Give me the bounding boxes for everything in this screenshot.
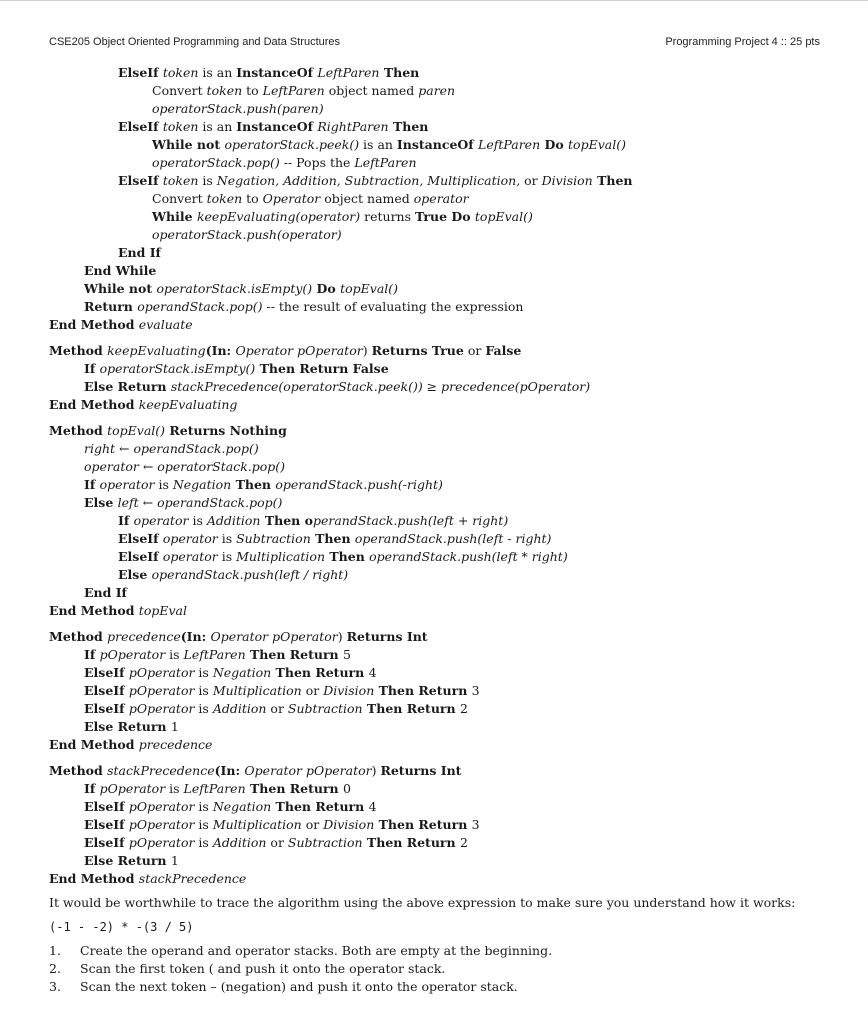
pseudocode-line <box>49 422 828 440</box>
identifier: LeftParen <box>183 781 246 796</box>
identifier: operator <box>413 191 469 206</box>
identifier: Operator pOperator <box>235 343 363 358</box>
identifier: operator <box>162 549 218 564</box>
keyword: Do <box>540 137 569 152</box>
pseudocode-line <box>49 816 828 834</box>
plain-text: 3 <box>471 817 480 832</box>
keyword: Else Return <box>84 853 171 868</box>
plain-text: 0 <box>343 781 351 796</box>
plain-text: is <box>188 513 207 528</box>
keyword: Then <box>388 119 429 134</box>
identifier: left ← operandStack.pop() <box>117 495 283 510</box>
identifier: precedence <box>138 737 213 752</box>
identifier: Multiplication <box>212 817 302 832</box>
identifier: Addition <box>212 835 267 850</box>
keyword: ElseIf <box>84 799 129 814</box>
identifier: Multiplication <box>236 549 326 564</box>
step-text: Create the operand and operator stacks. Both are empty at the beginning. <box>80 943 553 958</box>
keyword: End Method <box>49 317 139 332</box>
identifier: token <box>206 83 243 98</box>
identifier: pOperator <box>128 683 195 698</box>
plain-text: Convert <box>152 191 207 206</box>
identifier: operatorStack.isEmpty() <box>156 281 313 296</box>
identifier: Negation, Addition, Subtraction, Multiplication, <box>216 173 521 188</box>
plain-text: or <box>463 343 486 358</box>
keyword: Then Return <box>362 835 460 850</box>
example-expression: (-1 - -2) * -(3 / 5) <box>49 920 194 934</box>
keyword: ElseIf <box>84 835 129 850</box>
page-content <box>49 64 828 996</box>
plain-text: ) <box>362 343 372 358</box>
pseudocode-line <box>49 396 828 414</box>
identifier: operandStack.push(left / right) <box>151 567 349 582</box>
keyword: End If <box>118 245 161 260</box>
identifier: operator <box>99 477 155 492</box>
plain-text: object named <box>320 191 414 206</box>
pseudocode-line <box>49 342 828 360</box>
step-number: 3. <box>49 979 61 994</box>
identifier: right ← operandStack.pop() <box>84 441 259 456</box>
top-border <box>0 0 868 1</box>
identifier: Operator pOperator <box>210 629 338 644</box>
keyword: While not <box>84 281 157 296</box>
identifier: pOperator <box>128 701 195 716</box>
keyword: Then Return <box>374 817 472 832</box>
keyword: Then o <box>260 513 313 528</box>
keyword: ElseIf <box>118 65 163 80</box>
keyword: Method <box>49 343 108 358</box>
keyword: End Method <box>49 871 139 886</box>
keyword: InstanceOf <box>236 65 318 80</box>
identifier: token <box>162 173 199 188</box>
plain-text: -- the result of evaluating the expression <box>262 299 524 314</box>
plain-text: is <box>194 799 213 814</box>
keyword: Then <box>592 173 633 188</box>
keyword: Else <box>118 567 152 582</box>
pseudocode-line <box>49 208 828 226</box>
keyword: End Method <box>49 603 139 618</box>
pseudocode-line <box>49 762 828 780</box>
identifier: Subtraction <box>287 835 363 850</box>
pseudocode-line <box>49 602 828 620</box>
pseudocode-line <box>49 798 828 816</box>
keyword: While <box>152 209 197 224</box>
identifier: paren <box>418 83 456 98</box>
plain-text: is <box>217 549 237 564</box>
pseudocode-line <box>49 682 828 700</box>
trace-paragraph: It would be worthwhile to trace the algorithm using the above expression to make sure you understand how it works: <box>49 895 796 910</box>
keyword: Returns Int <box>346 629 428 644</box>
keyword: Else Return <box>84 719 171 734</box>
pseudocode-line <box>49 718 828 736</box>
course-title: CSE205 Object Oriented Programming and Data Structures <box>49 36 341 48</box>
keyword: False <box>485 343 522 358</box>
keyword: If <box>84 361 100 376</box>
pseudocode-line <box>49 584 828 602</box>
plain-text: is <box>154 477 173 492</box>
plain-text: 4 <box>368 665 377 680</box>
identifier: Negation <box>212 799 272 814</box>
identifier: Addition <box>212 701 267 716</box>
identifier: topEval() <box>474 209 533 224</box>
identifier: evaluate <box>138 317 193 332</box>
identifier: RightParen <box>317 119 389 134</box>
plain-text: 4 <box>368 799 377 814</box>
pseudocode-line <box>49 262 828 280</box>
pseudocode-line <box>49 628 828 646</box>
identifier: operandStack.push(left - right) <box>354 531 552 546</box>
identifier: operator <box>133 513 189 528</box>
identifier: pOperator <box>128 799 195 814</box>
keyword: Else <box>84 495 118 510</box>
keyword: ElseIf <box>118 531 163 546</box>
keyword: Method <box>49 763 108 778</box>
pseudocode-line <box>49 530 828 548</box>
keyword: Then <box>325 549 370 564</box>
plain-text: or <box>301 683 324 698</box>
identifier: Subtraction <box>287 701 363 716</box>
keyword: Then Return <box>271 665 369 680</box>
plain-text: is an <box>198 65 237 80</box>
identifier: operator <box>162 531 218 546</box>
block-spacer <box>49 620 828 628</box>
plain-text: is <box>165 647 184 662</box>
pseudocode-line <box>49 226 828 244</box>
keyword: If <box>118 513 134 528</box>
identifier: pOperator <box>128 817 195 832</box>
pseudocode-line <box>49 244 828 262</box>
keyword: Then Return <box>271 799 369 814</box>
identifier: perandStack.push(left + right) <box>312 513 509 528</box>
keyword: ElseIf <box>118 549 163 564</box>
pseudocode-line <box>49 736 828 754</box>
plain-text: is <box>194 683 213 698</box>
pseudocode-block <box>49 64 828 888</box>
keyword: End Method <box>49 737 139 752</box>
identifier: Division <box>323 817 375 832</box>
keyword: Else Return <box>84 379 171 394</box>
identifier: operatorStack.isEmpty() <box>99 361 256 376</box>
plain-text: is <box>198 173 217 188</box>
pseudocode-line <box>49 834 828 852</box>
plain-text: 2 <box>459 835 468 850</box>
keyword: Then <box>310 531 355 546</box>
identifier: Operator <box>262 191 321 206</box>
pseudocode-line <box>49 378 828 396</box>
list-item <box>49 978 828 996</box>
plain-text: or <box>301 817 324 832</box>
plain-text: 3 <box>471 683 480 698</box>
pseudocode-line <box>49 100 828 118</box>
keyword: ElseIf <box>84 683 129 698</box>
plain-text: Convert <box>152 83 207 98</box>
keyword: If <box>84 647 100 662</box>
identifier: stackPrecedence(operatorStack.peek()) ≥ precedence(pOperator) <box>170 379 591 394</box>
identifier: Multiplication <box>212 683 302 698</box>
plain-text: or <box>266 835 288 850</box>
keyword: Then Return <box>362 701 460 716</box>
keyword: Then <box>379 65 420 80</box>
keyword: Then <box>231 477 276 492</box>
keyword: Return <box>84 299 138 314</box>
keyword: ElseIf <box>118 173 163 188</box>
identifier: topEval <box>138 603 187 618</box>
list-item <box>49 942 828 960</box>
identifier: Division <box>541 173 593 188</box>
identifier: LeftParen <box>478 137 541 152</box>
identifier: topEval() <box>340 281 399 296</box>
pseudocode-line <box>49 700 828 718</box>
identifier: LeftParen <box>317 65 380 80</box>
identifier: pOperator <box>128 665 195 680</box>
keyword: InstanceOf <box>236 119 318 134</box>
identifier: precedence <box>107 629 181 644</box>
plain-text: 5 <box>343 647 351 662</box>
pseudocode-line <box>49 172 828 190</box>
identifier: pOperator <box>128 835 195 850</box>
keyword: End If <box>84 585 127 600</box>
step-text: Scan the first token ( and push it onto the operator stack. <box>80 961 446 976</box>
identifier: keepEvaluating <box>107 343 206 358</box>
keyword: InstanceOf <box>396 137 479 152</box>
pseudocode-line <box>49 494 828 512</box>
identifier: stackPrecedence <box>107 763 215 778</box>
plain-text: is <box>194 701 213 716</box>
identifier: Negation <box>172 477 232 492</box>
pseudocode-line <box>49 118 828 136</box>
keyword: ElseIf <box>118 119 163 134</box>
identifier: LeftParen <box>354 155 417 170</box>
pseudocode-line <box>49 298 828 316</box>
pseudocode-line <box>49 870 828 888</box>
keyword: If <box>84 781 100 796</box>
identifier: topEval() <box>568 137 626 152</box>
keyword: (In: <box>205 343 236 358</box>
pseudocode-line <box>49 852 828 870</box>
identifier: LeftParen <box>183 647 246 662</box>
identifier: operandStack.pop() <box>137 299 263 314</box>
step-text: Scan the next token – (negation) and push it onto the operator stack. <box>80 979 518 994</box>
step-number: 2. <box>49 961 61 976</box>
identifier: keepEvaluating <box>138 397 238 412</box>
identifier: operatorStack.push(paren) <box>152 101 324 116</box>
keyword: Returns True <box>371 343 464 358</box>
identifier: keepEvaluating(operator) <box>196 209 361 224</box>
pseudocode-line <box>49 280 828 298</box>
keyword: Method <box>49 423 108 438</box>
plain-text: is <box>194 835 213 850</box>
plain-text: is <box>194 665 213 680</box>
plain-text: or <box>266 701 288 716</box>
block-spacer <box>49 334 828 342</box>
pseudocode-line <box>49 82 828 100</box>
identifier: Negation <box>212 665 272 680</box>
pseudocode-line <box>49 136 828 154</box>
keyword: Then Return <box>245 781 343 796</box>
identifier: Operator pOperator <box>244 763 372 778</box>
pseudocode-line <box>49 476 828 494</box>
plain-text: or <box>520 173 542 188</box>
keyword: Returns Nothing <box>165 423 287 438</box>
pseudocode-line <box>49 316 828 334</box>
pseudocode-line <box>49 360 828 378</box>
identifier: topEval() <box>107 423 166 438</box>
block-spacer <box>49 754 828 762</box>
plain-text: ) <box>337 629 347 644</box>
plain-text: -- Pops the <box>279 155 355 170</box>
pseudocode-line <box>49 646 828 664</box>
identifier: token <box>162 119 199 134</box>
steps-list <box>49 942 828 996</box>
plain-text: ) <box>371 763 381 778</box>
keyword: End Method <box>49 397 139 412</box>
keyword: Then Return <box>245 647 343 662</box>
plain-text: object named <box>324 83 419 98</box>
plain-text: is an <box>359 137 397 152</box>
keyword: (In: <box>214 763 245 778</box>
keyword: Method <box>49 629 108 644</box>
plain-text: is <box>217 531 237 546</box>
identifier: operator ← operatorStack.pop() <box>84 459 286 474</box>
plain-text: returns <box>360 209 415 224</box>
identifier: Division <box>323 683 375 698</box>
keyword: Do <box>312 281 341 296</box>
identifier: operatorStack.pop() <box>152 155 280 170</box>
plain-text: is an <box>198 119 237 134</box>
block-spacer <box>49 414 828 422</box>
identifier: operandStack.push(left * right) <box>369 549 568 564</box>
plain-text: 2 <box>459 701 468 716</box>
keyword: ElseIf <box>84 665 129 680</box>
pseudocode-line <box>49 440 828 458</box>
identifier: stackPrecedence <box>138 871 247 886</box>
identifier: Subtraction <box>236 531 311 546</box>
pseudocode-line <box>49 190 828 208</box>
step-number: 1. <box>49 943 61 958</box>
pseudocode-line <box>49 548 828 566</box>
keyword: True Do <box>415 209 475 224</box>
keyword: Then Return <box>374 683 472 698</box>
plain-text: to <box>242 191 263 206</box>
project-label: Programming Project 4 :: 25 pts <box>665 36 820 48</box>
pseudocode-line <box>49 780 828 798</box>
keyword: Returns Int <box>380 763 462 778</box>
pseudocode-line <box>49 64 828 82</box>
keyword: (In: <box>180 629 211 644</box>
identifier: LeftParen <box>262 83 325 98</box>
pseudocode-line <box>49 154 828 172</box>
pseudocode-line <box>49 512 828 530</box>
keyword: If <box>84 477 100 492</box>
identifier: token <box>206 191 243 206</box>
plain-text: is <box>194 817 213 832</box>
pseudocode-line <box>49 458 828 476</box>
plain-text: 1 <box>170 853 179 868</box>
page-header <box>49 36 820 48</box>
identifier: Addition <box>206 513 261 528</box>
identifier: token <box>162 65 199 80</box>
keyword: End While <box>84 263 157 278</box>
identifier: operatorStack.peek() <box>224 137 360 152</box>
plain-text: is <box>165 781 184 796</box>
keyword: ElseIf <box>84 817 129 832</box>
plain-text: to <box>242 83 263 98</box>
keyword: Then Return False <box>255 361 389 376</box>
list-item <box>49 960 828 978</box>
keyword: ElseIf <box>84 701 129 716</box>
plain-text: 1 <box>170 719 179 734</box>
identifier: operatorStack.push(operator) <box>152 227 342 242</box>
pseudocode-line <box>49 566 828 584</box>
pseudocode-line <box>49 664 828 682</box>
keyword: While not <box>152 137 225 152</box>
identifier: pOperator <box>99 647 166 662</box>
identifier: operandStack.push(-right) <box>275 477 443 492</box>
identifier: pOperator <box>99 781 166 796</box>
